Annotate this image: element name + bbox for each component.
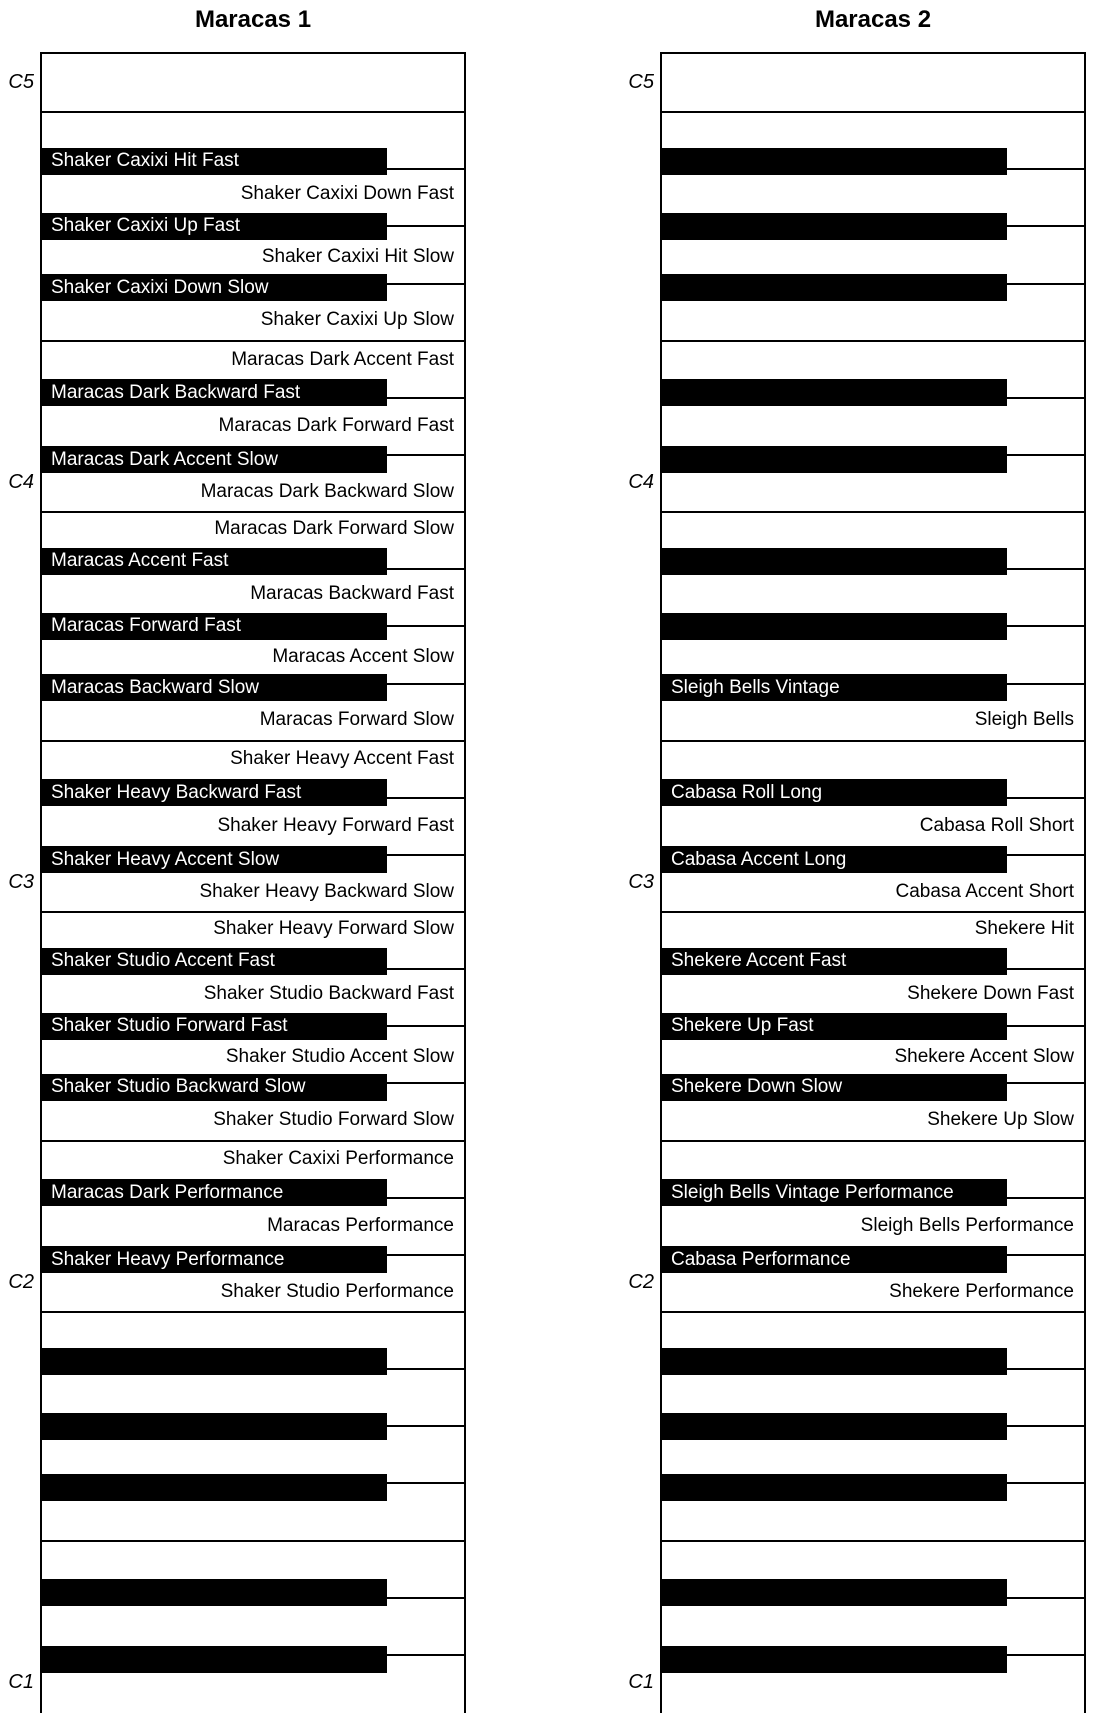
- key-label-g3: Maracas Accent Slow: [272, 645, 454, 667]
- key-label-a4: Shaker Caxixi Down Fast: [240, 182, 454, 204]
- key-d-sharp-4: [42, 379, 387, 406]
- key-c-sharp-1: [662, 1646, 1007, 1673]
- key-label-c-sharp-3: Cabasa Accent Long: [671, 848, 847, 870]
- key-label-a-sharp-3: Maracas Accent Fast: [51, 550, 229, 572]
- key-label-a3: Maracas Backward Fast: [250, 582, 454, 604]
- key-label-c-sharp-3: Shaker Heavy Accent Slow: [51, 848, 280, 870]
- key-c-sharp-4: [662, 446, 1007, 473]
- key-label-f3: Maracas Forward Slow: [259, 709, 454, 731]
- key-label-g-sharp-3: Maracas Forward Fast: [51, 615, 242, 637]
- key-c5: [42, 54, 464, 113]
- key-d-sharp-3: [662, 779, 1007, 806]
- key-c5: [662, 54, 1084, 113]
- key-label-b2: Shekere Hit: [974, 918, 1074, 940]
- octave-marker-c4: C4: [8, 471, 34, 494]
- octave-marker-c1: C1: [8, 1670, 34, 1693]
- key-label-f-sharp-4: Shaker Caxixi Down Slow: [51, 276, 269, 298]
- key-label-c3: Cabasa Accent Short: [895, 881, 1074, 903]
- octave-marker-c4: C4: [628, 471, 654, 494]
- key-label-f2: Shaker Studio Forward Slow: [213, 1109, 454, 1131]
- key-label-g-sharp-4: Shaker Caxixi Up Fast: [51, 215, 241, 237]
- octave-marker-c3: C3: [8, 870, 34, 893]
- key-label-c-sharp-2: Shaker Heavy Performance: [51, 1248, 285, 1270]
- key-label-d-sharp-4: Maracas Dark Backward Fast: [51, 381, 301, 403]
- key-a-sharp-2: [42, 948, 387, 975]
- key-label-d-sharp-2: Maracas Dark Performance: [51, 1181, 284, 1203]
- key-a-sharp-2: [662, 948, 1007, 975]
- key-a-sharp-4: [662, 148, 1007, 175]
- octave-marker-c5: C5: [8, 71, 34, 94]
- key-label-d-sharp-3: Cabasa Roll Long: [671, 781, 823, 803]
- key-c-sharp-1: [42, 1646, 387, 1673]
- key-label-g2: Shaker Studio Accent Slow: [225, 1045, 454, 1067]
- key-label-d-sharp-2: Sleigh Bells Vintage Performance: [671, 1181, 954, 1203]
- key-d-sharp-1: [42, 1579, 387, 1606]
- key-f-sharp-3: [42, 674, 387, 701]
- key-label-d3: Shaker Heavy Forward Fast: [217, 815, 454, 837]
- key-d-sharp-1: [662, 1579, 1007, 1606]
- key-g-sharp-4: [42, 213, 387, 240]
- key-c-sharp-4: [42, 446, 387, 473]
- octave-marker-c5: C5: [628, 71, 654, 94]
- key-f-sharp-3: [662, 674, 1007, 701]
- key-label-a2: Shekere Down Fast: [907, 982, 1074, 1004]
- key-d-sharp-4: [662, 379, 1007, 406]
- key-label-f-sharp-2: Shaker Studio Backward Slow: [51, 1076, 306, 1098]
- octave-marker-c2: C2: [8, 1270, 34, 1293]
- key-label-f2: Shekere Up Slow: [927, 1109, 1074, 1131]
- key-f-sharp-1: [662, 1474, 1007, 1501]
- key-label-c2: Shekere Performance: [889, 1281, 1074, 1303]
- key-g-sharp-4: [662, 213, 1007, 240]
- key-label-b2: Shaker Heavy Forward Slow: [213, 918, 454, 940]
- key-f-sharp-4: [662, 274, 1007, 301]
- key-label-f-sharp-3: Sleigh Bells Vintage: [671, 676, 840, 698]
- key-label-f-sharp-3: Maracas Backward Slow: [51, 676, 260, 698]
- keyboard-2-title: Maracas 2: [814, 6, 932, 33]
- key-label-f4: Shaker Caxixi Up Slow: [260, 309, 454, 331]
- key-g-sharp-1: [42, 1413, 387, 1440]
- key-c-sharp-3: [662, 846, 1007, 873]
- key-label-a-sharp-4: Shaker Caxixi Hit Fast: [51, 150, 239, 172]
- key-label-d4: Maracas Dark Forward Fast: [218, 415, 454, 437]
- key-label-g-sharp-2: Shaker Studio Forward Fast: [51, 1015, 288, 1037]
- key-g-sharp-2: [42, 1013, 387, 1040]
- key-label-b3: Maracas Dark Forward Slow: [214, 518, 454, 540]
- key-g-sharp-3: [42, 613, 387, 640]
- key-a-sharp-3: [42, 548, 387, 575]
- keyboard-2: [628, 52, 1086, 1713]
- key-label-a2: Shaker Studio Backward Fast: [203, 982, 454, 1004]
- key-label-g4: Shaker Caxixi Hit Slow: [261, 245, 454, 267]
- key-f-sharp-2: [42, 1074, 387, 1101]
- key-c-sharp-2: [662, 1246, 1007, 1273]
- key-label-d2: Sleigh Bells Performance: [860, 1215, 1074, 1237]
- key-label-d-sharp-3: Shaker Heavy Backward Fast: [51, 781, 302, 803]
- key-label-c-sharp-2: Cabasa Performance: [671, 1248, 851, 1270]
- key-label-g2: Shekere Accent Slow: [894, 1045, 1074, 1067]
- key-label-e2: Shaker Caxixi Performance: [222, 1148, 454, 1170]
- key-f-sharp-1: [42, 1474, 387, 1501]
- octave-marker-c1: C1: [628, 1670, 654, 1693]
- key-label-c4: Maracas Dark Backward Slow: [200, 481, 454, 503]
- key-d-sharp-3: [42, 779, 387, 806]
- key-f-sharp-4: [42, 274, 387, 301]
- key-label-f-sharp-2: Shekere Down Slow: [671, 1076, 843, 1098]
- key-label-c3: Shaker Heavy Backward Slow: [199, 881, 454, 903]
- key-label-f3: Sleigh Bells: [974, 709, 1074, 731]
- key-a-sharp-1: [662, 1348, 1007, 1375]
- key-label-g-sharp-2: Shekere Up Fast: [671, 1015, 814, 1037]
- key-g-sharp-2: [662, 1013, 1007, 1040]
- key-label-e3: Shaker Heavy Accent Fast: [230, 748, 454, 770]
- key-a-sharp-3: [662, 548, 1007, 575]
- key-label-a-sharp-2: Shekere Accent Fast: [671, 950, 847, 972]
- keyboard-1-title: Maracas 1: [194, 6, 312, 33]
- key-label-e4: Maracas Dark Accent Fast: [231, 348, 454, 370]
- key-f-sharp-2: [662, 1074, 1007, 1101]
- key-g-sharp-3: [662, 613, 1007, 640]
- key-a-sharp-1: [42, 1348, 387, 1375]
- keyboard-1: [8, 52, 466, 1713]
- key-d-sharp-2: [42, 1179, 387, 1206]
- octave-marker-c3: C3: [628, 870, 654, 893]
- key-g-sharp-1: [662, 1413, 1007, 1440]
- key-label-c2: Shaker Studio Performance: [220, 1281, 454, 1303]
- key-c-sharp-2: [42, 1246, 387, 1273]
- key-d-sharp-2: [662, 1179, 1007, 1206]
- key-label-a-sharp-2: Shaker Studio Accent Fast: [51, 950, 275, 972]
- key-label-d2: Maracas Performance: [267, 1215, 454, 1237]
- octave-marker-c2: C2: [628, 1270, 654, 1293]
- key-c-sharp-3: [42, 846, 387, 873]
- key-a-sharp-4: [42, 148, 387, 175]
- key-label-d3: Cabasa Roll Short: [919, 815, 1074, 837]
- key-label-c-sharp-4: Maracas Dark Accent Slow: [51, 448, 279, 470]
